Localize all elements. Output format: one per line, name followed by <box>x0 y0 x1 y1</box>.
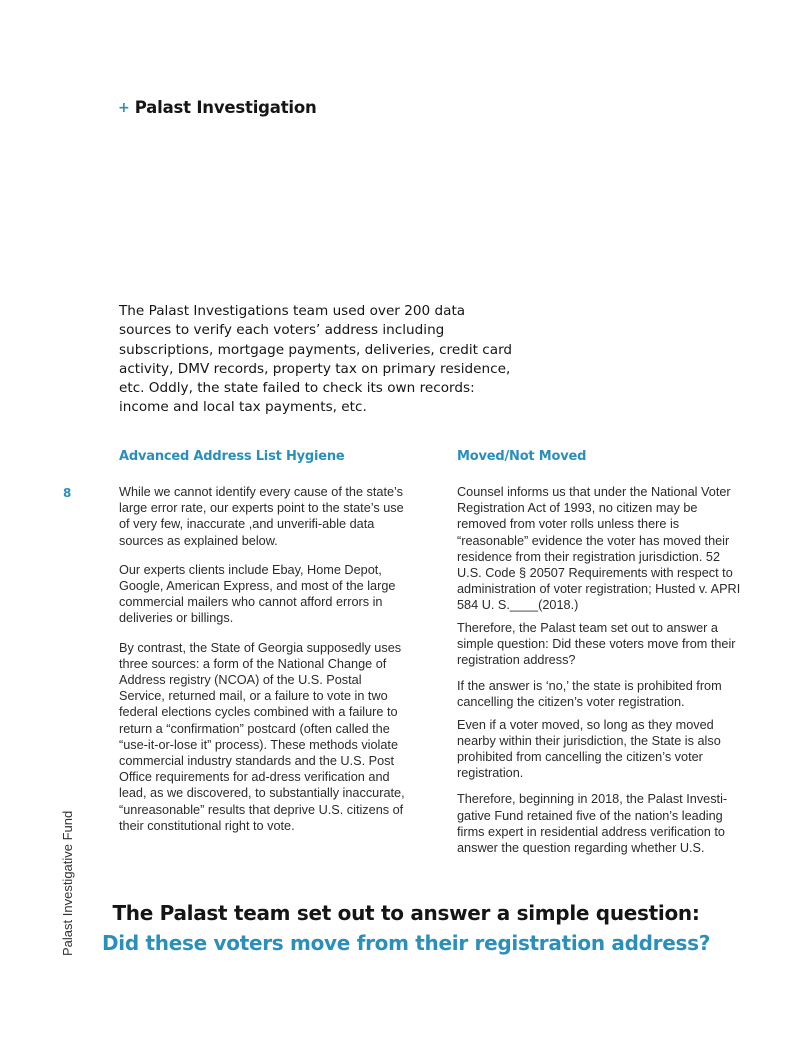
body-paragraph: Counsel informs us that under the National Voter Registration Act of 1993, no citizen may be removed from voter rolls unless there is “reasonable” evidence the voter has moved their residence from their registration jurisdiction. 52 U.S. Code § 20507 Requirements with respect to administration of voter registration; Husted v. APRI 584 U. S.____(2018.) <box>457 485 741 613</box>
pull-quote-line-2: Did these voters move from their registration address? <box>101 931 710 955</box>
left-column-heading: Advanced Address List Hygiene <box>119 449 345 464</box>
pull-quote <box>0 898 812 958</box>
section-title: Palast Investigation <box>134 98 317 117</box>
pull-quote-line-1: The Palast team set out to answer a simple question: <box>112 901 700 925</box>
lead-paragraph: The Palast Investigations team used over 200 data sources to verify each voters’ address including subscriptions, mortgage payments, deliveries, credit card activity, DMV records, property tax on primary residence, etc. Oddly, the state failed to check its own records: income and local tax payments, etc. <box>119 303 513 416</box>
body-paragraph: Therefore, beginning in 2018, the Palast Investi-gative Fund retained five of the nation’s leading firms expert in residential address verification to answer the question regarding whether U.S. <box>457 792 728 856</box>
right-column-heading: Moved/Not Moved <box>457 449 587 464</box>
body-paragraph: If the answer is ‘no,’ the state is prohibited from cancelling the citizen’s voter registration. <box>457 679 722 710</box>
body-paragraph: Our experts clients include Ebay, Home Depot, Google, American Express, and most of the large commercial mailers who cannot afford errors in deliveries or billings. <box>119 562 396 626</box>
body-paragraph: While we cannot identify every cause of the state’s large error rate, our experts point to the state’s use of very few, inaccurate ,and unverifi-able data sources as explained below. <box>119 485 404 548</box>
right-column <box>457 484 747 862</box>
page-number: 8 <box>63 486 72 500</box>
plus-icon: + <box>118 100 130 116</box>
page-header <box>118 98 317 117</box>
body-paragraph: Even if a voter moved, so long as they moved nearby within their jurisdiction, the State is also prohibited from cancelling the citizen’s voter registration. <box>457 717 721 781</box>
left-column <box>119 484 409 847</box>
body-paragraph: Therefore, the Palast team set out to answer a simple question: Did these voters move from their registration address? <box>457 620 736 668</box>
body-paragraph: By contrast, the State of Georgia supposedly uses three sources: a form of the National Change of Address registry (NCOA) of the U.S. Postal Service, returned mail, or a failure to vote in two federal elections cycles combined with a failure to return a “confirmation” postcard (often called the “use-it-or-lose it” process). These methods violate commercial industry standards and the U.S. Post Office requirements for ad-dress verification and lead, as we discovered, to substantially inaccurate, “unreasonable” results that deprive U.S. citizens of their constitutional right to vote. <box>119 640 405 833</box>
side-label: Palast Investigative Fund <box>60 810 75 956</box>
